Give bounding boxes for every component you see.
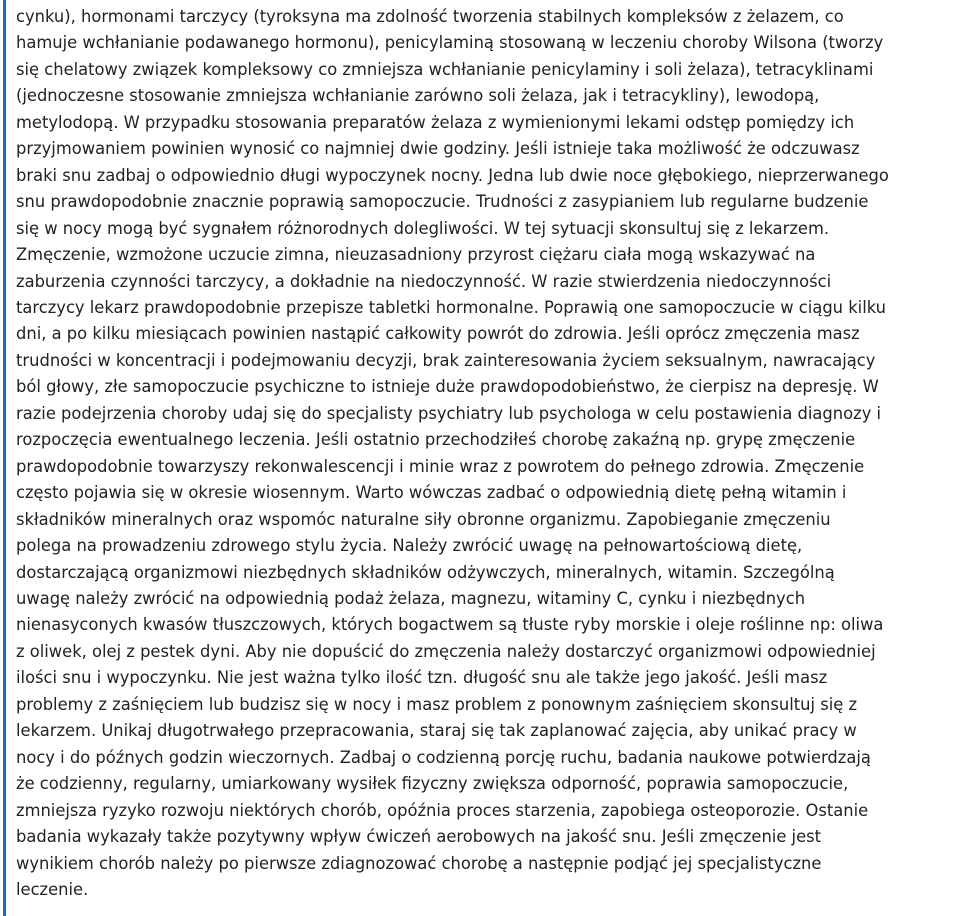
text-line: zaburzenia czynności tarczycy, a dokładnie na niedoczynność. W razie stwierdzenia niedoczynności <box>16 271 832 291</box>
text-line: że codzienny, regularny, umiarkowany wysiłek fizyczny zwiększa odporność, poprawia samopoczucie, <box>16 774 849 794</box>
text-line: leczenie. <box>16 879 89 899</box>
text-line: składników mineralnych oraz wspomóc naturalne siły obronne organizmu. Zapobieganie zmęczeniu <box>16 509 831 529</box>
text-line: lekarzem. Unikaj długotrwałego przepracowania, staraj się tak zaplanować zajęcia, aby unikać pracy w <box>16 721 857 741</box>
text-line: metylodopą. W przypadku stosowania preparatów żelaza z wymienionymi lekami odstęp pomiędzy ich <box>16 112 855 132</box>
text-line: cynku), hormonami tarczycy (tyroksyna ma zdolność tworzenia stabilnych kompleksów z żelazem, co <box>16 7 844 26</box>
text-line: prawdopodobnie towarzyszy rekonwalescencji i minie wraz z powrotem do pełnego zdrowia. Zmęczenie <box>16 456 865 476</box>
text-line: z oliwek, olej z pestek dyni. Aby nie dopuścić do zmęczenia należy dostarczyć organizmowi odpowiedniej <box>16 641 876 661</box>
text-line: hamuje wchłanianie podawanego hormonu), penicylaminą stosowaną w leczeniu choroby Wilsona (tworzy <box>16 33 884 53</box>
left-accent-bar <box>3 0 6 916</box>
text-line: ilości snu i wypoczynku. Nie jest ważna tylko ilość tzn. długość snu ale także jego jakość. Jeśli masz <box>16 668 828 688</box>
text-line: problemy z zaśnięciem lub budzisz się w nocy i masz problem z ponownym zaśnięciem skonsultuj się z <box>16 694 858 714</box>
text-line: się chelatowy związek kompleksowy co zmniejsza wchłanianie penicylaminy i soli żelaza), tetracyklinami <box>16 59 874 79</box>
text-line: snu prawdopodobnie znacznie poprawią samopoczucie. Trudności z zasypianiem lub regularne budzenie <box>16 192 869 212</box>
text-line: nocy i do późnych godzin wieczornych. Zadbaj o codzienną porcję ruchu, badania naukowe potwierdzają <box>16 747 871 767</box>
text-line: ból głowy, złe samopoczucie psychiczne to istnieje duże prawdopodobieństwo, że cierpisz na depresję. W <box>16 377 879 397</box>
text-line: rozpoczęcia ewentualnego leczenia. Jeśli ostatnio przechodziłeś chorobę zakaźną np. grypę zmęczenie <box>16 430 856 450</box>
text-line: (jednoczesne stosowanie zmniejsza wchłanianie zarówno soli żelaza, jak i tetracykliny), lewodopą, <box>16 86 820 106</box>
text-line: wynikiem chorób należy po pierwsze zdiagnozować chorobę a następnie podjąć jej specjalistyczne <box>16 853 822 873</box>
text-line: badania wykazały także pozytywny wpływ ćwiczeń aerobowych na jakość snu. Jeśli zmęczenie jest <box>16 827 822 847</box>
text-line: razie podejrzenia choroby udaj się do specjalisty psychiatry lub psychologa w celu postawienia diagnozy i <box>16 403 882 423</box>
text-line: się w nocy mogą być sygnałem różnorodnych dolegliwości. W tej sytuacji skonsultuj się z lekarzem. <box>16 218 830 238</box>
text-line: przyjmowaniem powinien wynosić co najmniej dwie godziny. Jeśli istnieje taka możliwość że odczuwasz <box>16 139 860 159</box>
text-line: zmniejsza ryzyko rozwoju niektórych chorób, opóźnia proces starzenia, zapobiega osteoporozie. Ostanie <box>16 800 869 820</box>
text-line: często pojawia się w okresie wiosennym. Warto wówczas zadbać o odpowiednią dietę pełną witamin i <box>16 483 847 503</box>
text-line: Zmęczenie, wzmożone uczucie zimna, nieuzasadniony przyrost ciężaru ciała mogą wskazywać na <box>16 245 816 265</box>
text-line: uwagę należy zwrócić na odpowiednią podaż żelaza, magnezu, witaminy C, cynku i niezbędnych <box>16 588 806 608</box>
text-line: tarczycy lekarz prawdopodobnie przepisze tabletki hormonalne. Poprawią one samopoczucie w ciągu kilku <box>16 297 887 317</box>
text-line: dni, a po kilku miesiącach powinien nastąpić całkowity powrót do zdrowia. Jeśli oprócz zmęczenia masz <box>16 324 860 344</box>
text-line: nienasyconych kwasów tłuszczowych, których bogactwem są tłuste ryby morskie i oleje roślinne np: oliwa <box>16 615 884 635</box>
text-line: polega na prowadzeniu zdrowego stylu życia. Należy zwrócić uwagę na pełnowartościową dietę, <box>16 536 803 556</box>
text-line: trudności w koncentracji i podejmowaniu decyzji, brak zainteresowania życiem seksualnym, nawracający <box>16 350 876 370</box>
text-line: dostarczającą organizmowi niezbędnych składników odżywczych, mineralnych, witamin. Szczególną <box>16 562 835 582</box>
article-body <box>16 4 960 903</box>
text-line: braki snu zadbaj o odpowiednio długi wypoczynek nocny. Jedna lub dwie noce głębokiego, nieprzerwanego <box>16 165 889 185</box>
